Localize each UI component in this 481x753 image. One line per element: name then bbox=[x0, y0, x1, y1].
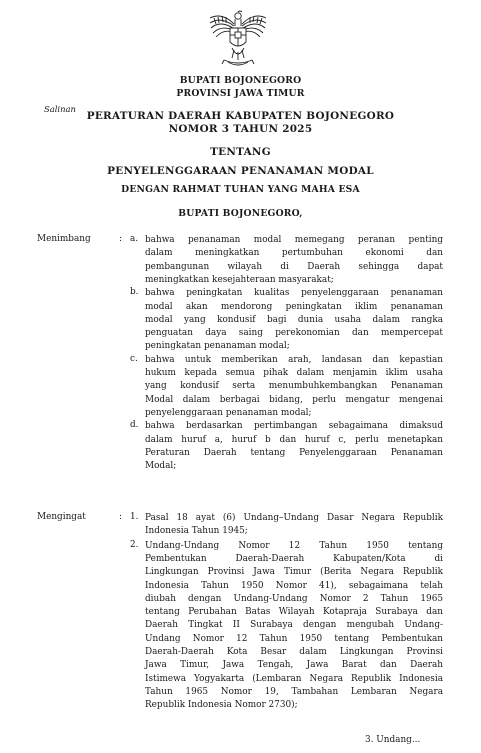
clause-line: Tahun 1965 Nomor 19, Tambahan Lembaran Negara bbox=[145, 686, 443, 697]
clause-line: peningkatan penanaman modal; bbox=[145, 341, 290, 352]
clause-line: Indonesia Tahun 1950 Nomor 41), sebagaimana telah bbox=[145, 580, 443, 591]
clause-line: penyelenggaraan penanaman modal; bbox=[145, 407, 312, 418]
mengingat-label: Mengingat bbox=[37, 512, 86, 522]
clause-line: bahwa untuk memberikan arah, landasan dan kepastian bbox=[145, 354, 443, 365]
clause-line: meningkatkan kesejahteraan masyarakat; bbox=[145, 274, 334, 285]
clause-line: Jawa Timur, Jawa Tengah, Jawa Barat dan Daerah bbox=[145, 660, 443, 671]
clause-marker: a. bbox=[130, 234, 139, 244]
clause-line: Indonesia Tahun 1945; bbox=[145, 526, 248, 537]
clause-line: Modal; bbox=[145, 461, 177, 472]
regent-heading: BUPATI BOJONEGORO bbox=[179, 75, 302, 86]
province-heading: PROVINSI JAWA TIMUR bbox=[176, 88, 305, 99]
clause-line: bahwa berdasarkan pertimbangan sebagaimana dimaksud bbox=[145, 421, 443, 432]
clause-line: Daerah Tingkat II Surabaya dengan mengubah Undang- bbox=[145, 620, 443, 631]
clause-marker: c. bbox=[130, 353, 138, 364]
clause-line: modal akan mendorong peningkatan iklim penanaman bbox=[145, 301, 443, 312]
next-page-marker: 3. Undang... bbox=[365, 735, 421, 745]
clause-line: diubah dengan Undang-Undang Nomor 2 Tahun 1965 bbox=[145, 593, 443, 604]
clause-line: Peraturan Daerah tentang Penyelenggaraan Penanaman bbox=[145, 447, 443, 458]
menimbang-label: Menimbang bbox=[37, 234, 91, 244]
clause-line: Republik Indonesia Nomor 2730); bbox=[145, 700, 298, 711]
clause-marker: d. bbox=[130, 420, 139, 431]
clause-marker: b. bbox=[130, 287, 139, 298]
regulation-title-line1: PERATURAN DAERAH KABUPATEN BOJONEGORO bbox=[86, 110, 395, 122]
clause-line: Undang-Undang Nomor 12 Tahun 1950 tentang bbox=[145, 540, 443, 551]
clause-line: hukum kepada semua pihak dalam menjamin iklim usaha bbox=[145, 368, 443, 378]
clause-line: Lingkungan Provinsi Jawa Timur (Berita Negara Republik bbox=[145, 567, 443, 578]
clause-line: Undang Nomor 12 Tahun 1950 tentang Pembentukan bbox=[145, 633, 443, 644]
clause-line: dalam huruf a, huruf b dan huruf c, perlu menetapkan bbox=[145, 434, 443, 445]
clause-marker: 2. bbox=[130, 539, 139, 550]
clause-line: tentang Perubahan Batas Wilayah Kotapraja Surabaya dan bbox=[145, 607, 443, 618]
clause-line: modal yang kondusif bagi dunia usaha dalam rangka bbox=[145, 314, 443, 325]
tentang-heading: TENTANG bbox=[210, 146, 271, 158]
mengingat-colon: : bbox=[119, 512, 122, 522]
clause-line: dalam meningkatkan pertumbuhan ekonomi dan bbox=[145, 248, 443, 259]
clause-marker: 1. bbox=[130, 512, 139, 522]
clause-line: penguatan daya saing perekonomian dan mempercepat bbox=[145, 328, 443, 339]
copy-mark: Salinan bbox=[44, 104, 76, 114]
blessing-line: DENGAN RAHMAT TUHAN YANG MAHA ESA bbox=[121, 184, 360, 195]
regulation-title-line2: NOMOR 3 TAHUN 2025 bbox=[168, 123, 313, 135]
regulation-subject: PENYELENGGARAAN PENANAMAN MODAL bbox=[107, 165, 374, 177]
clause-line: Daerah-Daerah Kota Besar dalam Lingkungan Provinsi bbox=[145, 647, 443, 657]
regent-comma: BUPATI BOJONEGORO, bbox=[178, 208, 303, 219]
clause-line: Istimewa Yogyakarta (Lembaran Negara Republik Indonesia bbox=[145, 673, 443, 684]
clause-line: Modal dalam berbagai bidang, perlu mengatur mengenai bbox=[145, 394, 443, 405]
clause-line: Pasal 18 ayat (6) Undang–Undang Dasar Negara Republik bbox=[145, 513, 443, 523]
clause-line: bahwa peningkatan kualitas penyelenggaraan penanaman bbox=[145, 288, 443, 299]
garuda-emblem bbox=[206, 8, 270, 70]
clause-line: bahwa penanaman modal memegang peranan penting bbox=[145, 235, 443, 245]
menimbang-colon: : bbox=[119, 234, 122, 244]
clause-line: pembangunan wilayah di Daerah sehingga dapat bbox=[145, 261, 443, 272]
clause-line: Pembentukan Daerah-Daerah Kabupaten/Kota di bbox=[145, 553, 443, 564]
clause-line: yang kondusif serta menumbuhkembangkan Penanaman bbox=[145, 381, 443, 392]
